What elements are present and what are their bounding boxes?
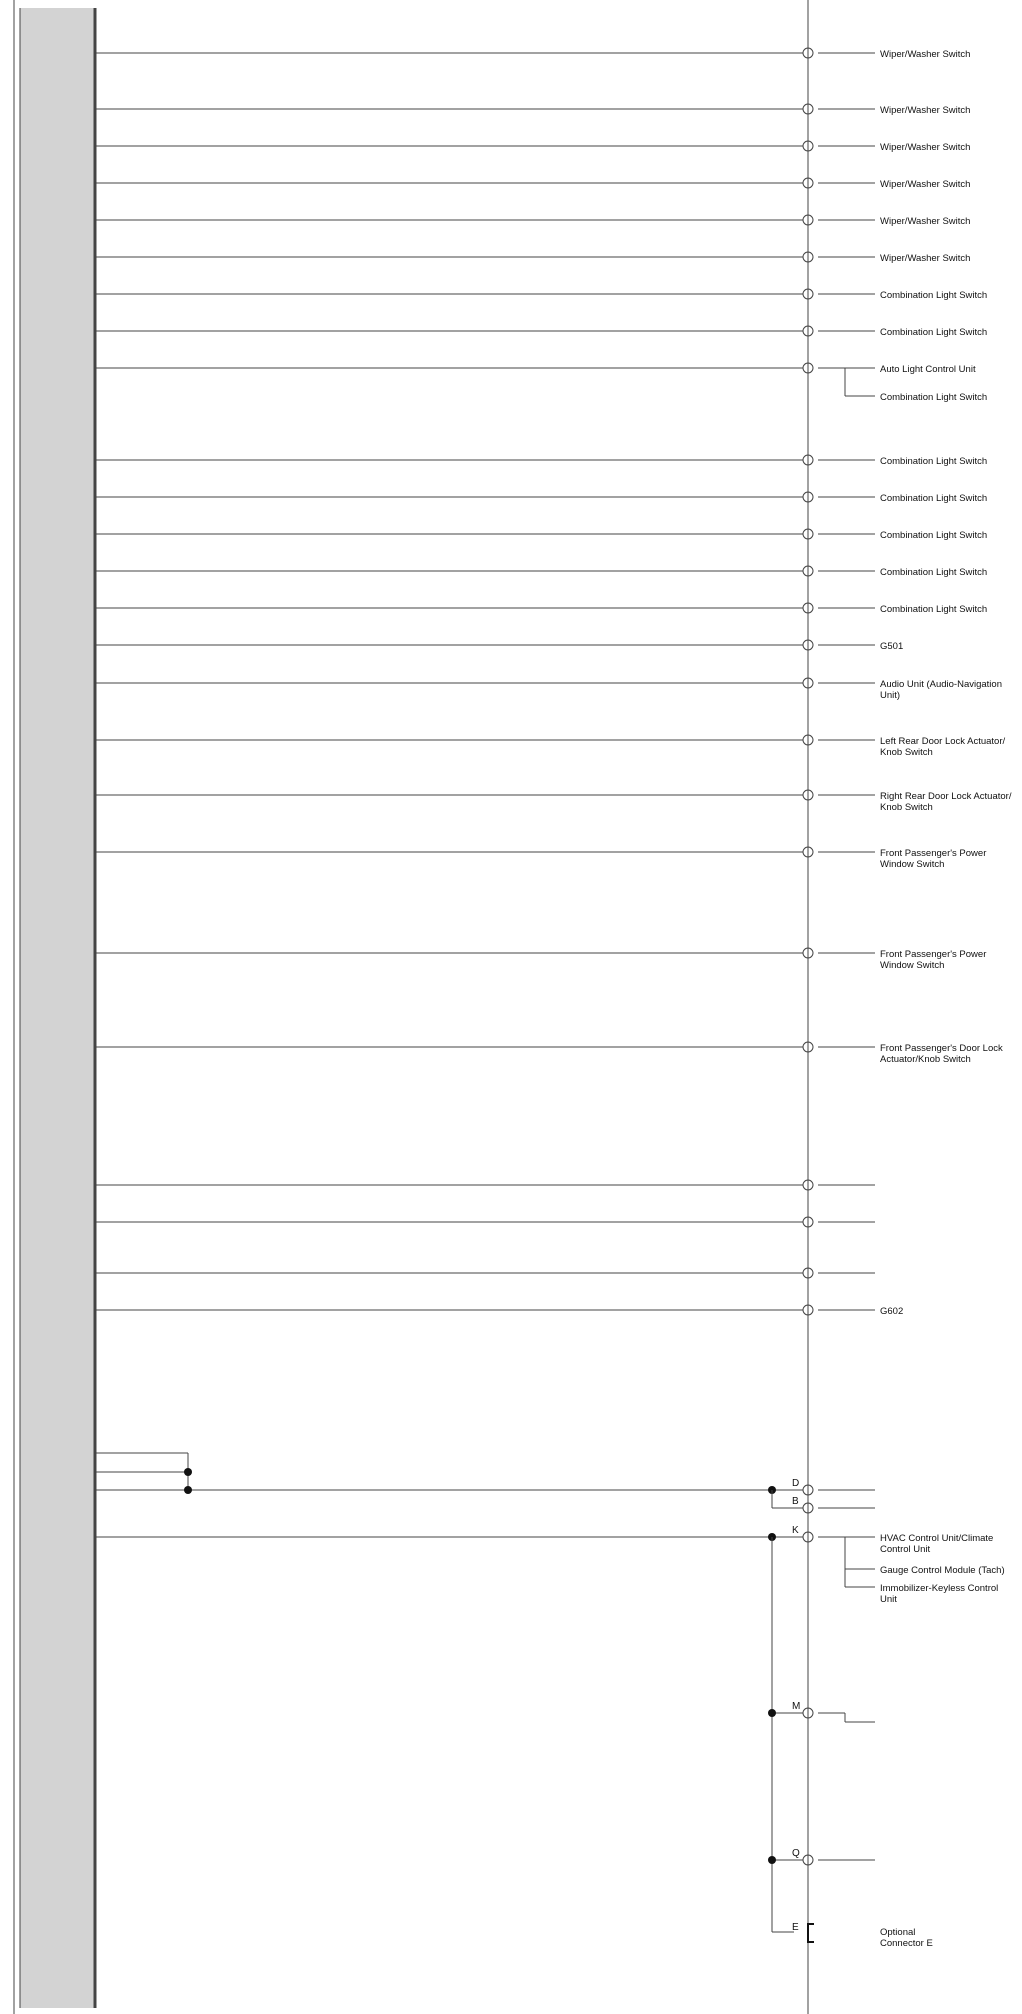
- connector-symbol: [803, 288, 813, 300]
- text-line: Gauge Control Module (Tach): [880, 1565, 1005, 1576]
- text-line: Combination Light Switch: [880, 604, 988, 615]
- connector-symbol: [803, 734, 813, 746]
- text-line: Combination Light Switch: [880, 290, 988, 301]
- connector-symbol: [803, 214, 813, 226]
- destination-label: [880, 604, 987, 615]
- splice-dot: [184, 1468, 192, 1476]
- text-line: Knob Switch: [880, 747, 933, 758]
- connector-symbol: [803, 528, 813, 540]
- destination-label: [880, 1583, 998, 1605]
- destination-label: [880, 49, 970, 60]
- connector-symbol: [803, 362, 813, 374]
- connector-letter: E: [792, 1922, 799, 1933]
- text-line: Connector E: [880, 1938, 933, 1949]
- text-line: Front Passenger's Door Lock: [880, 1043, 1003, 1054]
- text-line: Unit): [880, 690, 901, 701]
- text-line: Combination Light Switch: [880, 392, 988, 403]
- text-line: Auto Light Control Unit: [880, 364, 976, 375]
- text-line: HVAC Control Unit/Climate: [880, 1533, 994, 1544]
- connector-symbol: [803, 639, 813, 651]
- connector-symbol: [803, 47, 813, 59]
- connector-letter: Q: [792, 1848, 800, 1859]
- connector-symbol: [803, 1484, 813, 1496]
- destination-label: [880, 848, 986, 870]
- text-line: Control Unit: [880, 1544, 931, 1555]
- connector-symbol: [803, 565, 813, 577]
- destination-label: [880, 567, 987, 578]
- text-line: Wiper/Washer Switch: [880, 216, 971, 227]
- text-line: Right Rear Door Lock Actuator/: [880, 791, 1012, 802]
- destination-label: [880, 530, 987, 541]
- connector-symbol: [803, 325, 813, 337]
- optional-connector-label: [880, 1927, 933, 1949]
- connector-symbol: [803, 947, 813, 959]
- text-line: Front Passenger's Power: [880, 848, 987, 859]
- connector-symbol: [803, 177, 813, 189]
- connector-symbol: [803, 1179, 813, 1191]
- text-line: Optional: [880, 1927, 916, 1938]
- destination-label: [880, 142, 970, 153]
- connector-symbol: [803, 251, 813, 263]
- text-line: G501: [880, 641, 904, 652]
- connector-symbol: [803, 602, 813, 614]
- destination-label: [880, 1565, 1005, 1576]
- connector-symbol: [803, 1267, 813, 1279]
- destination-label: [880, 1306, 903, 1317]
- text-line: Window Switch: [880, 960, 945, 971]
- connector-symbol: [803, 1707, 813, 1719]
- text-line: Combination Light Switch: [880, 456, 988, 467]
- destination-label: [880, 736, 1006, 758]
- destination-label: [880, 791, 1012, 813]
- connector-symbol: [803, 140, 813, 152]
- connector-symbol: [803, 677, 813, 689]
- text-line: Wiper/Washer Switch: [880, 253, 971, 264]
- destination-label: [880, 216, 970, 227]
- connector-symbol: [803, 1041, 813, 1053]
- text-line: G602: [880, 1306, 904, 1317]
- destination-label: [880, 1533, 993, 1555]
- connector-symbol: [803, 1854, 813, 1866]
- text-line: Wiper/Washer Switch: [880, 179, 971, 190]
- splice-dot: [184, 1486, 192, 1494]
- destination-label: [880, 392, 987, 403]
- connector-symbol: [803, 1216, 813, 1228]
- text-line: Immobilizer-Keyless Control: [880, 1583, 999, 1594]
- connector-symbol: [803, 1502, 813, 1514]
- text-line: Combination Light Switch: [880, 493, 988, 504]
- destination-label: [880, 253, 970, 264]
- destination-label: [880, 679, 1002, 701]
- splice-dot: [768, 1856, 776, 1864]
- destination-label: [880, 290, 987, 301]
- destination-label: [880, 179, 970, 190]
- text-line: Combination Light Switch: [880, 530, 988, 541]
- connector-letter: K: [792, 1525, 799, 1536]
- destination-label: [880, 949, 986, 971]
- destination-label: [880, 105, 970, 116]
- destination-label: [880, 364, 976, 375]
- optional-connector-bracket: [808, 1924, 814, 1942]
- connector-symbol: [803, 491, 813, 503]
- connector-symbol: [803, 789, 813, 801]
- connector-symbol: [803, 1304, 813, 1316]
- destination-label: [880, 493, 987, 504]
- splice-dot: [768, 1709, 776, 1717]
- text-line: Front Passenger's Power: [880, 949, 987, 960]
- text-line: Wiper/Washer Switch: [880, 142, 971, 153]
- connector-symbol: [803, 454, 813, 466]
- destination-label: [880, 1043, 1003, 1065]
- connector-symbol: [803, 103, 813, 115]
- connector-symbol: [803, 846, 813, 858]
- text-line: Actuator/Knob Switch: [880, 1054, 971, 1065]
- connector-letter: B: [792, 1496, 799, 1507]
- text-line: Knob Switch: [880, 802, 933, 813]
- text-line: Unit: [880, 1594, 897, 1605]
- text-line: Combination Light Switch: [880, 327, 988, 338]
- text-line: Audio Unit (Audio-Navigation: [880, 679, 1002, 690]
- text-line: Combination Light Switch: [880, 567, 988, 578]
- text-line: Wiper/Washer Switch: [880, 105, 971, 116]
- connector-letter: M: [792, 1701, 801, 1712]
- destination-label: [880, 327, 987, 338]
- text-line: Left Rear Door Lock Actuator/: [880, 736, 1006, 747]
- text-line: Window Switch: [880, 859, 945, 870]
- text-line: Wiper/Washer Switch: [880, 49, 971, 60]
- connector-letter: D: [792, 1478, 800, 1489]
- destination-label: [880, 456, 987, 467]
- control-module-block: [20, 8, 94, 2008]
- connector-symbol: [803, 1531, 813, 1543]
- destination-label: [880, 641, 903, 652]
